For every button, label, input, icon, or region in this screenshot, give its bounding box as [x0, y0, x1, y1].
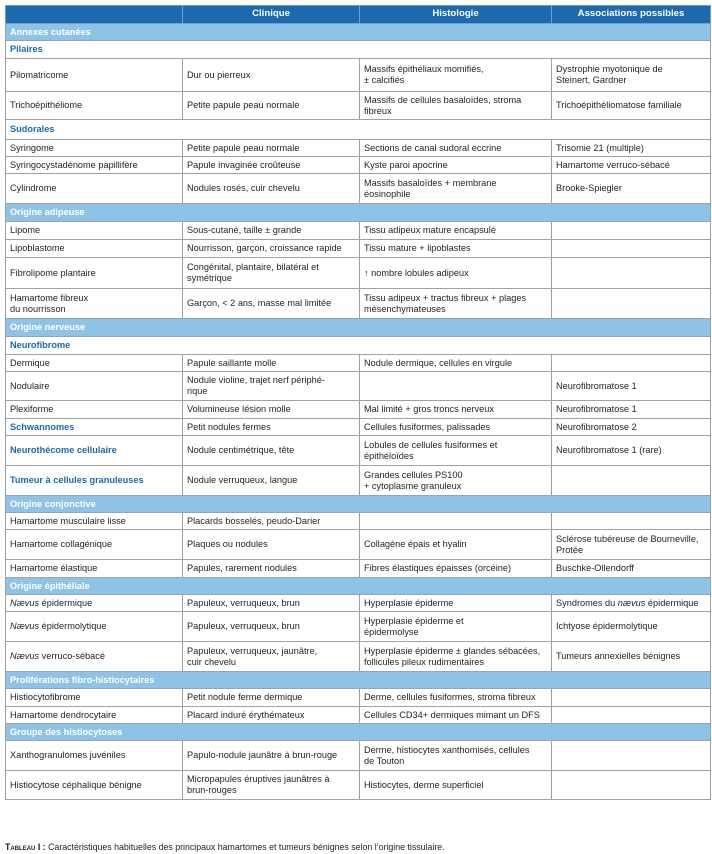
- cell-histologie: Tissu mature + lipoblastes: [360, 240, 552, 258]
- table-row: [6, 513, 711, 530]
- cell-entity: Hamartome musculaire lisse: [6, 513, 183, 530]
- header-cell-entity: [6, 6, 183, 24]
- section-header: Groupe des histiocytoses: [6, 724, 711, 741]
- cell-histologie: Hyperplasie épiderme et épidermolyse: [360, 612, 552, 642]
- cell-histologie: Fibres élastiques épaisses (orcéine): [360, 560, 552, 578]
- cell-associations: Dystrophie myotonique de Steinert, Gardner: [552, 59, 711, 92]
- cell-associations: [552, 741, 711, 771]
- cell-entity: Syringocystadénome papillifère: [6, 157, 183, 174]
- header-cell-associations: Associations possibles: [552, 6, 711, 24]
- cell-associations: Syndromes du nævus épidermique: [552, 595, 711, 612]
- table-row: [6, 59, 711, 92]
- cell-histologie: Kyste paroi apocrine: [360, 157, 552, 174]
- table-row: [6, 222, 711, 240]
- caption-text: Caractéristiques habituelles des principaux hamartomes et tumeurs bénignes selon l’origine tissulaire.: [45, 842, 445, 852]
- subsection-row: [6, 120, 711, 140]
- cell-associations: Trichoépithéliomatose familiale: [552, 92, 711, 120]
- table-row: [6, 240, 711, 258]
- cell-histologie: Cellules fusiformes, palissades: [360, 419, 552, 436]
- section-header: Origine épithéliale: [6, 578, 711, 595]
- cell-clinique: Papule saillante molle: [183, 355, 360, 372]
- cell-histologie: Massifs épithéliaux momifiés, ± calcifiés: [360, 59, 552, 92]
- table-container: [5, 5, 710, 800]
- cell-entity: Nævus verruco-sébacé: [6, 642, 183, 672]
- subsection-header: Neurofibrome: [6, 337, 711, 355]
- cell-clinique: Nodule centimétrique, tête: [183, 436, 360, 466]
- cell-entity: Schwannomes: [6, 419, 183, 436]
- cell-histologie: Massifs de cellules basaloïdes, stroma fibreux: [360, 92, 552, 120]
- table-row: [6, 92, 711, 120]
- table-row: [6, 642, 711, 672]
- cell-histologie: Collagène épais et hyalin: [360, 530, 552, 560]
- hamartoma-table: [5, 5, 711, 800]
- subsection-row: [6, 337, 711, 355]
- table-row: [6, 560, 711, 578]
- cell-entity: Tumeur à cellules granuleuses: [6, 466, 183, 496]
- header-cell-histologie: Histologie: [360, 6, 552, 24]
- cell-entity: Nodulaire: [6, 372, 183, 401]
- cell-clinique: Volumineuse lésion molle: [183, 401, 360, 419]
- cell-entity: Plexiforme: [6, 401, 183, 419]
- cell-entity: Fibrolipome plantaire: [6, 258, 183, 289]
- section-row: [6, 24, 711, 41]
- cell-associations: [552, 258, 711, 289]
- cell-clinique: Petite papule peau normale: [183, 140, 360, 157]
- table-row: [6, 530, 711, 560]
- section-row: [6, 319, 711, 337]
- cell-histologie: Derme, cellules fusiformes, stroma fibreux: [360, 689, 552, 707]
- cell-histologie: Sections de canal sudoral eccrine: [360, 140, 552, 157]
- cell-associations: Brooke-Spiegler: [552, 174, 711, 204]
- cell-entity: Hamartome élastique: [6, 560, 183, 578]
- cell-histologie: Massifs basaloïdes + membrane éosinophile: [360, 174, 552, 204]
- cell-associations: [552, 222, 711, 240]
- cell-entity: Nævus épidermolytique: [6, 612, 183, 642]
- table-row: [6, 595, 711, 612]
- table-row: [6, 707, 711, 724]
- cell-entity: Hamartome collagénique: [6, 530, 183, 560]
- cell-clinique: Nodule verruqueux, langue: [183, 466, 360, 496]
- table-row: [6, 689, 711, 707]
- table-row: [6, 355, 711, 372]
- section-header: Origine nerveuse: [6, 319, 711, 337]
- cell-entity: Hamartome dendrocytaire: [6, 707, 183, 724]
- cell-entity: Lipome: [6, 222, 183, 240]
- table-row: [6, 741, 711, 771]
- cell-entity: Hamartome fibreux du nourrisson: [6, 289, 183, 319]
- cell-associations: [552, 771, 711, 800]
- section-header: Origine adipeuse: [6, 204, 711, 222]
- table-caption: [5, 842, 445, 852]
- cell-associations: [552, 513, 711, 530]
- cell-associations: [552, 689, 711, 707]
- cell-associations: Hamartome verruco-sébacé: [552, 157, 711, 174]
- cell-histologie: Hyperplasie épiderme ± glandes sébacées, follicules pileux rudimentaires: [360, 642, 552, 672]
- table-row: [6, 258, 711, 289]
- cell-associations: [552, 355, 711, 372]
- cell-entity: Pilomatricome: [6, 59, 183, 92]
- cell-associations: Neurofibromatose 1: [552, 401, 711, 419]
- cell-clinique: Papuleux, verruqueux, brun: [183, 595, 360, 612]
- subsection-row: [6, 41, 711, 59]
- cell-histologie: Lobules de cellules fusiformes et épithéloïdes: [360, 436, 552, 466]
- cell-entity: Cylindrome: [6, 174, 183, 204]
- cell-clinique: Dur ou pierreux: [183, 59, 360, 92]
- header-cell-clinique: Clinique: [183, 6, 360, 24]
- cell-entity: Lipoblastome: [6, 240, 183, 258]
- cell-histologie: [360, 513, 552, 530]
- cell-histologie: ↑ nombre lobules adipeux: [360, 258, 552, 289]
- cell-associations: Ichtyose épidermolytique: [552, 612, 711, 642]
- cell-histologie: Grandes cellules PS100 + cytoplasme granuleux: [360, 466, 552, 496]
- section-row: [6, 496, 711, 513]
- section-header: Origine conjonctive: [6, 496, 711, 513]
- cell-clinique: Nodules rosés, cuir chevelu: [183, 174, 360, 204]
- table-row: [6, 466, 711, 496]
- table-row: [6, 372, 711, 401]
- cell-histologie: Tissu adipeux + tractus fibreux + plages mésenchymateuses: [360, 289, 552, 319]
- section-row: [6, 204, 711, 222]
- cell-entity: Neurothécome cellulaire: [6, 436, 183, 466]
- header-row: [6, 6, 711, 24]
- subsection-header: Sudorales: [6, 120, 711, 140]
- cell-clinique: Petit nodule ferme dermique: [183, 689, 360, 707]
- cell-associations: Sclérose tubéreuse de Bourneville, Protée: [552, 530, 711, 560]
- cell-clinique: Micropapules éruptives jaunâtres à brun-rouges: [183, 771, 360, 800]
- table-row: [6, 612, 711, 642]
- section-row: [6, 724, 711, 741]
- cell-clinique: Nodule violine, trajet nerf périphé- rique: [183, 372, 360, 401]
- cell-clinique: Papule invaginée croûteuse: [183, 157, 360, 174]
- cell-clinique: Petit nodules fermes: [183, 419, 360, 436]
- subsection-header: Pilaires: [6, 41, 711, 59]
- cell-entity: Histiocytofibrome: [6, 689, 183, 707]
- cell-clinique: Congénital, plantaire, bilatéral et symétrique: [183, 258, 360, 289]
- cell-clinique: Placards bosselés, peudo-Darier: [183, 513, 360, 530]
- cell-entity: Xanthogranulomes juvéniles: [6, 741, 183, 771]
- table-body: [6, 24, 711, 800]
- caption-label: Tableau I :: [5, 842, 46, 852]
- cell-histologie: Hyperplasie épiderme: [360, 595, 552, 612]
- cell-entity: Trichoépithéliome: [6, 92, 183, 120]
- table-row: [6, 157, 711, 174]
- cell-histologie: [360, 372, 552, 401]
- cell-associations: [552, 289, 711, 319]
- cell-clinique: Garçon, < 2 ans, masse mal limitée: [183, 289, 360, 319]
- table-row: [6, 140, 711, 157]
- cell-associations: [552, 240, 711, 258]
- cell-clinique: Papuleux, verruqueux, jaunâtre, cuir chevelu: [183, 642, 360, 672]
- cell-associations: Neurofibromatose 1: [552, 372, 711, 401]
- cell-histologie: Nodule dermique, cellules en virgule: [360, 355, 552, 372]
- cell-associations: Neurofibromatose 2: [552, 419, 711, 436]
- cell-histologie: Cellules CD34+ dermiques mimant un DFS: [360, 707, 552, 724]
- cell-clinique: Papuleux, verruqueux, brun: [183, 612, 360, 642]
- table-row: [6, 771, 711, 800]
- cell-entity: Histiocytose céphalique bénigne: [6, 771, 183, 800]
- cell-associations: Buschke-Ollendorff: [552, 560, 711, 578]
- table-row: [6, 436, 711, 466]
- section-row: [6, 578, 711, 595]
- cell-clinique: Placard induré érythémateux: [183, 707, 360, 724]
- table-row: [6, 419, 711, 436]
- table-row: [6, 289, 711, 319]
- cell-clinique: Petite papule peau normale: [183, 92, 360, 120]
- table-row: [6, 401, 711, 419]
- cell-entity: Syringome: [6, 140, 183, 157]
- cell-histologie: Derme, histiocytes xanthomisés, cellules de Touton: [360, 741, 552, 771]
- cell-clinique: Plaques ou nodules: [183, 530, 360, 560]
- cell-associations: Trisomie 21 (multiple): [552, 140, 711, 157]
- section-header: Annexes cutanées: [6, 24, 711, 41]
- cell-histologie: Tissu adipeux mature encapsulé: [360, 222, 552, 240]
- cell-clinique: Papulo-nodule jaunâtre à brun-rouge: [183, 741, 360, 771]
- cell-associations: [552, 466, 711, 496]
- cell-entity: Dermique: [6, 355, 183, 372]
- section-row: [6, 672, 711, 689]
- cell-entity: Nævus épidermique: [6, 595, 183, 612]
- cell-histologie: Mal limité + gros troncs nerveux: [360, 401, 552, 419]
- cell-clinique: Nourrisson, garçon, croissance rapide: [183, 240, 360, 258]
- cell-clinique: Sous-cutané, taille ± grande: [183, 222, 360, 240]
- cell-associations: Neurofibromatose 1 (rare): [552, 436, 711, 466]
- cell-associations: Tumeurs annexielles bénignes: [552, 642, 711, 672]
- cell-clinique: Papules, rarement nodules: [183, 560, 360, 578]
- section-header: Proliférations fibro-histiocytaires: [6, 672, 711, 689]
- cell-associations: [552, 707, 711, 724]
- cell-histologie: Histiocytes, derme superficiel: [360, 771, 552, 800]
- table-row: [6, 174, 711, 204]
